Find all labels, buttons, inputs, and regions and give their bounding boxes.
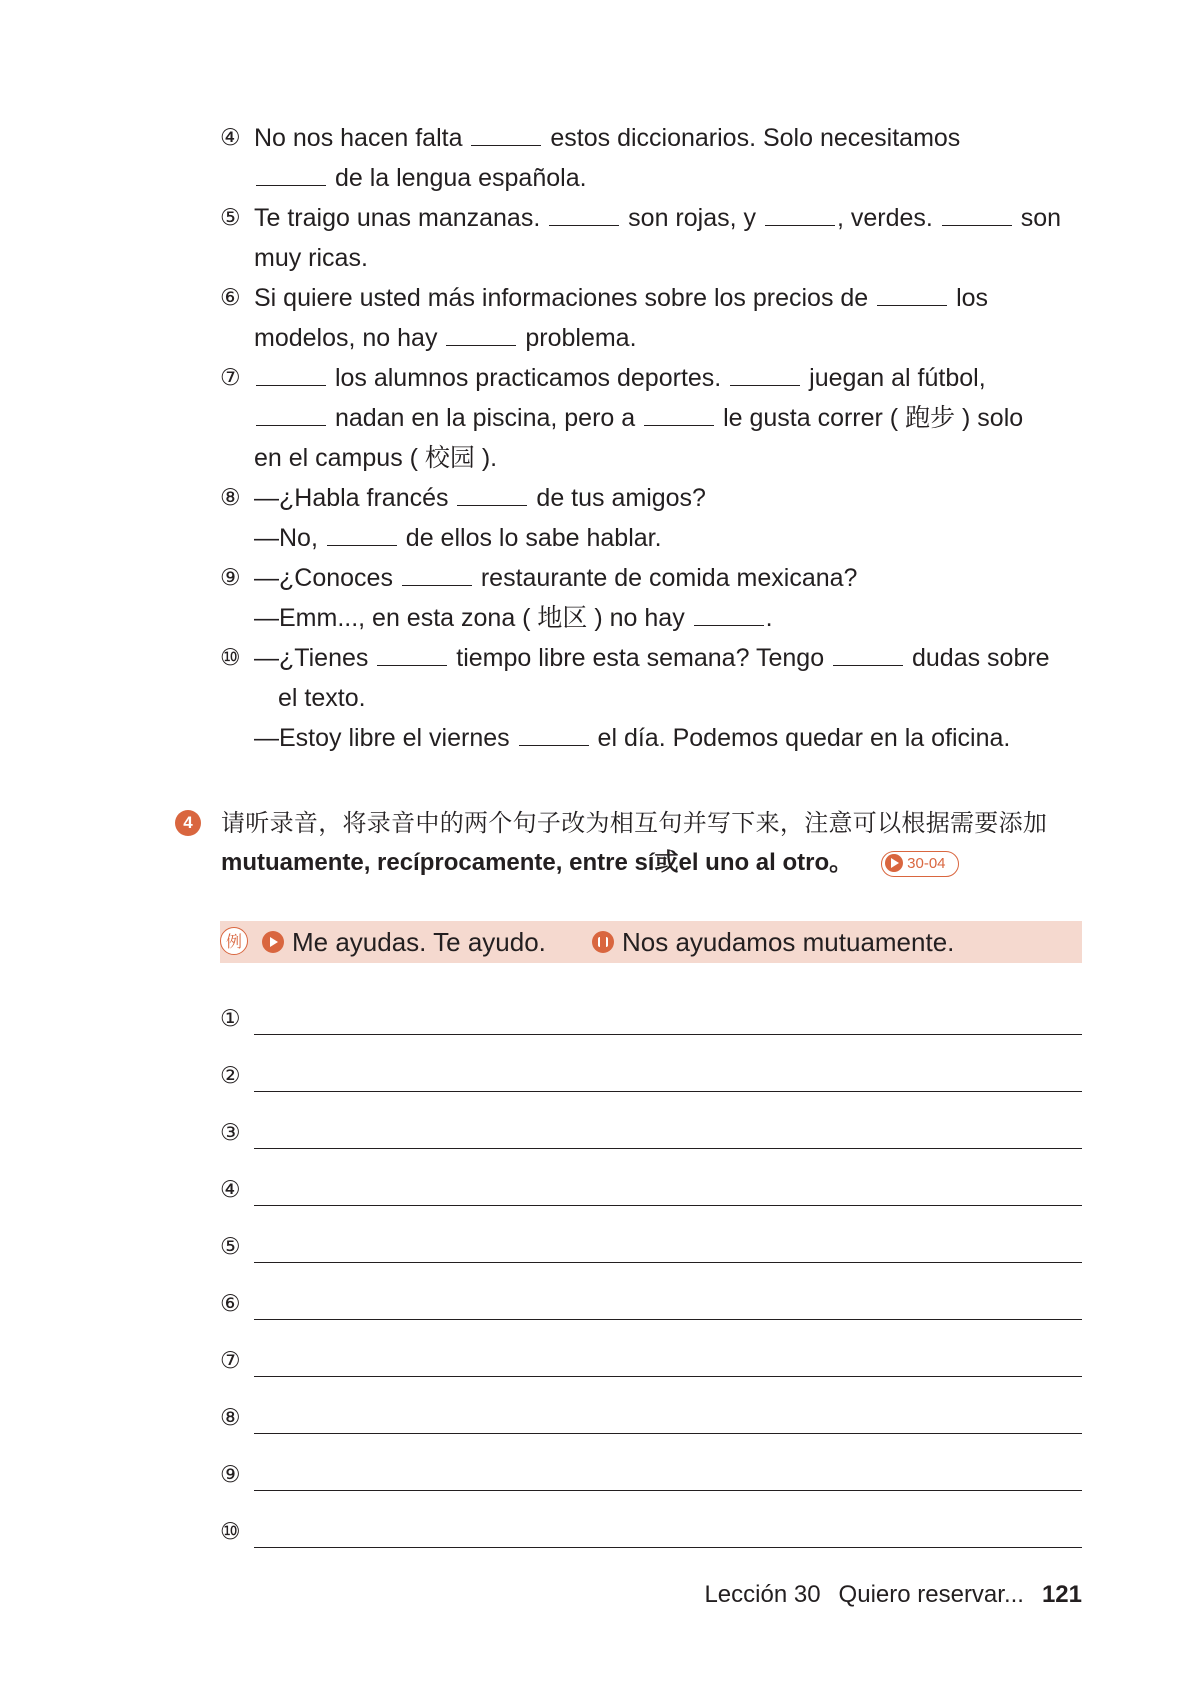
item-text: Si quiere usted más informaciones sobre los precios de <box>254 284 876 312</box>
item-line <box>254 638 1082 678</box>
item-number: ⑧ <box>220 485 241 511</box>
item-number: ⑥ <box>220 285 241 311</box>
page-number: 121 <box>1041 1581 1082 1608</box>
item-line <box>254 198 1082 238</box>
item-line <box>254 278 1082 318</box>
exercise-3-items <box>220 118 1082 758</box>
item-line <box>254 518 1082 558</box>
fill-in-blank[interactable] <box>519 744 589 746</box>
section-number-badge: 4 <box>175 810 201 836</box>
fill-in-blank[interactable] <box>256 424 326 426</box>
answer-line[interactable] <box>254 1034 1082 1035</box>
fill-in-blank[interactable] <box>833 664 903 666</box>
answer-number: ⑤ <box>220 1234 241 1260</box>
item-number: ⑨ <box>220 565 241 591</box>
answer-number: ④ <box>220 1177 241 1203</box>
item-text: —¿Tienes <box>254 644 376 672</box>
example-band <box>220 921 1082 963</box>
item-text: dudas sobre <box>905 644 1050 672</box>
item-text: de ellos lo sabe hablar. <box>398 524 662 552</box>
answer-line[interactable] <box>254 1376 1082 1377</box>
item-text: . <box>765 604 773 632</box>
fill-in-blank[interactable] <box>644 424 714 426</box>
answer-number: ⑦ <box>220 1348 241 1374</box>
answer-number: ⑩ <box>220 1519 241 1545</box>
item-line <box>254 558 1082 598</box>
item-text: muy ricas. <box>254 244 368 272</box>
item-text: modelos, no hay <box>254 324 445 352</box>
example-tag: 例 <box>220 927 248 955</box>
audio-track-code: 30-04 <box>907 854 946 872</box>
item-line <box>254 678 1082 718</box>
exercise-item <box>220 358 1082 478</box>
answer-line[interactable] <box>254 1490 1082 1491</box>
instruction-spanish-text: mutuamente, recíprocamente, entre sí或el uno al otro。 <box>221 849 854 876</box>
item-text: —Emm..., en esta zona ( 地区 ) no hay <box>254 604 692 632</box>
item-text: Te traigo unas manzanas. <box>254 204 548 232</box>
fill-in-blank[interactable] <box>256 384 326 386</box>
answer-number: ① <box>220 1006 241 1032</box>
answer-number: ③ <box>220 1120 241 1146</box>
item-text: son <box>1013 204 1062 232</box>
item-line <box>254 118 1082 158</box>
fill-in-blank[interactable] <box>877 304 947 306</box>
exercise-item <box>220 198 1082 278</box>
answer-number: ⑧ <box>220 1405 241 1431</box>
answer-row <box>220 1173 1082 1230</box>
item-text: juegan al fútbol, <box>802 364 986 392</box>
answer-row <box>220 1059 1082 1116</box>
item-text: estos diccionarios. Solo necesitamos <box>543 124 961 152</box>
example-question: Me ayudas. Te ayudo. <box>292 927 546 957</box>
answer-number: ⑥ <box>220 1291 241 1317</box>
item-text: los alumnos practicamos deportes. <box>328 364 729 392</box>
exercise-item <box>220 558 1082 638</box>
answer-row <box>220 1116 1082 1173</box>
item-text: —Estoy libre el viernes <box>254 724 517 752</box>
fill-in-blank[interactable] <box>327 544 397 546</box>
answer-row <box>220 1230 1082 1287</box>
answer-number: ⑨ <box>220 1462 241 1488</box>
item-line <box>254 478 1082 518</box>
audio-track-button[interactable] <box>881 851 958 877</box>
item-text: —¿Conoces <box>254 564 400 592</box>
item-line <box>254 398 1082 438</box>
exercise-item <box>220 278 1082 358</box>
item-text: en el campus ( 校园 ). <box>254 444 498 472</box>
item-text: el día. Podemos quedar en la oficina. <box>590 724 1011 752</box>
answer-lines <box>220 1002 1082 1572</box>
item-line <box>254 438 1082 478</box>
item-text: de tus amigos? <box>529 484 706 512</box>
item-text: problema. <box>518 324 637 352</box>
answer-row <box>220 1344 1082 1401</box>
answer-line[interactable] <box>254 1319 1082 1320</box>
footer-lesson: Lección 30 <box>704 1581 821 1608</box>
answer-row <box>220 1401 1082 1458</box>
page-footer <box>704 1581 1082 1609</box>
item-line <box>254 718 1082 758</box>
item-line <box>254 358 1082 398</box>
answer-line[interactable] <box>254 1547 1082 1548</box>
instruction-chinese: 请听录音，将录音中的两个句子改为相互句并写下来，注意可以根据需要添加 <box>221 809 1048 837</box>
answer-line[interactable] <box>254 1262 1082 1263</box>
fill-in-blank[interactable] <box>694 624 764 626</box>
fill-in-blank[interactable] <box>377 664 447 666</box>
fill-in-blank[interactable] <box>446 344 516 346</box>
item-number: ⑩ <box>220 645 241 671</box>
answer-row <box>220 1515 1082 1572</box>
item-text: restaurante de comida mexicana? <box>473 564 858 592</box>
answer-number: ② <box>220 1063 241 1089</box>
answer-line[interactable] <box>254 1205 1082 1206</box>
answer-row <box>220 1002 1082 1059</box>
fill-in-blank[interactable] <box>765 224 835 226</box>
fill-in-blank[interactable] <box>730 384 800 386</box>
item-line <box>254 158 1082 198</box>
item-line <box>254 598 1082 638</box>
item-text: No nos hacen falta <box>254 124 470 152</box>
example-answer: Nos ayudamos mutuamente. <box>622 927 955 957</box>
instruction-spanish <box>221 843 1085 883</box>
item-text: el texto. <box>278 684 366 712</box>
item-text: son rojas, y <box>621 204 763 232</box>
answer-row <box>220 1287 1082 1344</box>
item-text: nadan en la piscina, pero a <box>328 404 643 432</box>
footer-title: Quiero reservar... <box>838 1581 1024 1608</box>
answer-line[interactable] <box>254 1091 1082 1092</box>
item-text: —No, <box>254 524 325 552</box>
section-4-header <box>175 803 1085 883</box>
item-line <box>254 318 1082 358</box>
answer-line[interactable] <box>254 1433 1082 1434</box>
item-number: ⑦ <box>220 365 241 391</box>
play-icon <box>262 931 284 953</box>
answer-line[interactable] <box>254 1148 1082 1149</box>
item-number: ④ <box>220 125 241 151</box>
fill-in-blank[interactable] <box>942 224 1012 226</box>
fill-in-blank[interactable] <box>256 184 326 186</box>
exercise-item <box>220 118 1082 198</box>
item-text: de la lengua española. <box>328 164 587 192</box>
exercise-item <box>220 478 1082 558</box>
item-text: los <box>949 284 989 312</box>
item-line <box>254 238 1082 278</box>
fill-in-blank[interactable] <box>549 224 619 226</box>
item-number: ⑤ <box>220 205 241 231</box>
fill-in-blank[interactable] <box>402 584 472 586</box>
play-icon <box>885 854 903 872</box>
item-text: —¿Habla francés <box>254 484 456 512</box>
exercise-item <box>220 638 1082 758</box>
answer-row <box>220 1458 1082 1515</box>
fill-in-blank[interactable] <box>457 504 527 506</box>
item-text: le gusta correr ( 跑步 ) solo <box>716 404 1024 432</box>
fill-in-blank[interactable] <box>471 144 541 146</box>
item-text: , verdes. <box>836 204 940 232</box>
item-text: tiempo libre esta semana? Tengo <box>449 644 832 672</box>
speaker-icon <box>592 931 614 953</box>
